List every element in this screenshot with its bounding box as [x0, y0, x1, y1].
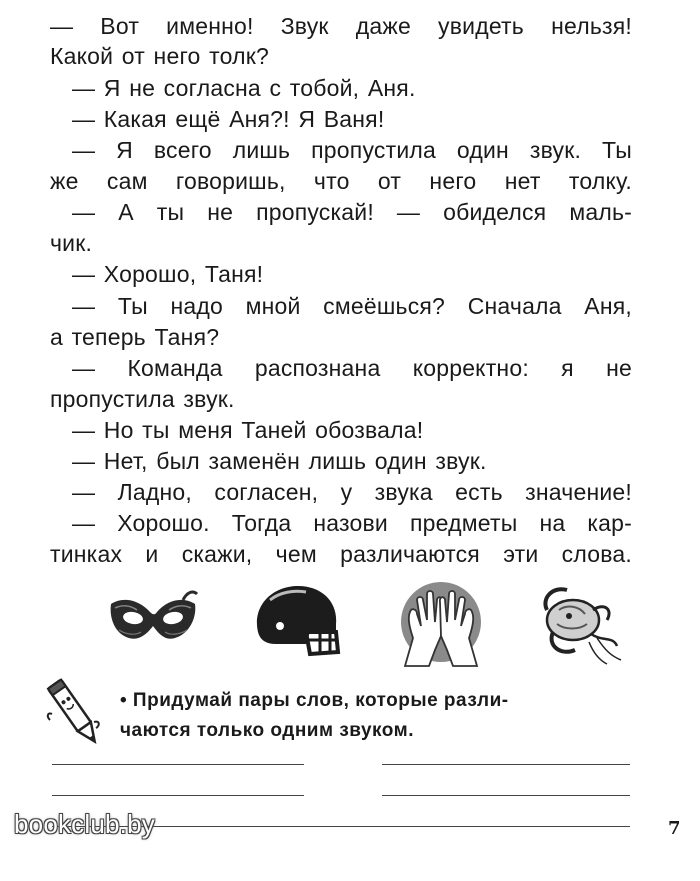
answer-line[interactable] — [52, 795, 304, 796]
dialogue-line: — Но ты меня Таней обозвала! — [72, 417, 424, 443]
dialogue-line: — Вот именно! Звук даже увидеть нельзя! — [50, 13, 632, 39]
pencil-icon — [44, 672, 104, 754]
picture-row — [105, 580, 635, 670]
helmet-icon — [250, 582, 342, 660]
page-number: 7 — [668, 818, 681, 839]
dialogue-line: — Ладно, согласен, у звука есть значение! — [72, 479, 632, 505]
dialogue-line: — Хорошо, Таня! — [72, 261, 264, 287]
dialogue-line: — А ты не пропускай! — обиделся маль- — [72, 199, 632, 225]
dialogue-line: — Команда распознана корректно: я не — [72, 355, 632, 381]
task-line: чаются только одним звуком. — [120, 720, 414, 741]
dialogue-line: — Я не согласна с тобой, Аня. — [72, 75, 416, 101]
dialogue-line: тинках и скажи, чем различаются эти слова. — [50, 541, 632, 567]
dialogue-line: — Какая ещё Аня?! Я Ваня! — [72, 106, 385, 132]
task-instruction — [120, 686, 640, 746]
dialogue-line: — Ты надо мной смеёшься? Сначала Аня, — [72, 293, 632, 319]
crayfish-icon — [533, 580, 625, 666]
dialogue-line: же сам говоришь, что от него нет толку. — [50, 168, 632, 194]
mask-icon — [105, 590, 200, 652]
dialogue-line: — Нет, был заменён лишь один звук. — [72, 448, 487, 474]
dialogue-line: — Хорошо. Тогда назови предметы на кар- — [72, 510, 632, 536]
dialogue-line: пропустила звук. — [50, 386, 235, 412]
answer-line[interactable] — [52, 764, 304, 765]
palms-icon — [395, 580, 487, 668]
dialogue-line: а теперь Таня? — [50, 324, 220, 350]
answer-line[interactable] — [382, 764, 630, 765]
task-line: • Придумай пары слов, которые разли- — [120, 690, 509, 711]
answer-line[interactable] — [382, 795, 630, 796]
dialogue-line: — Я всего лишь пропустила один звук. Ты — [72, 137, 632, 163]
dialogue-line: Какой от него толк? — [50, 43, 269, 69]
watermark: bookclub.by — [14, 809, 155, 839]
dialogue-line: чик. — [50, 230, 93, 256]
